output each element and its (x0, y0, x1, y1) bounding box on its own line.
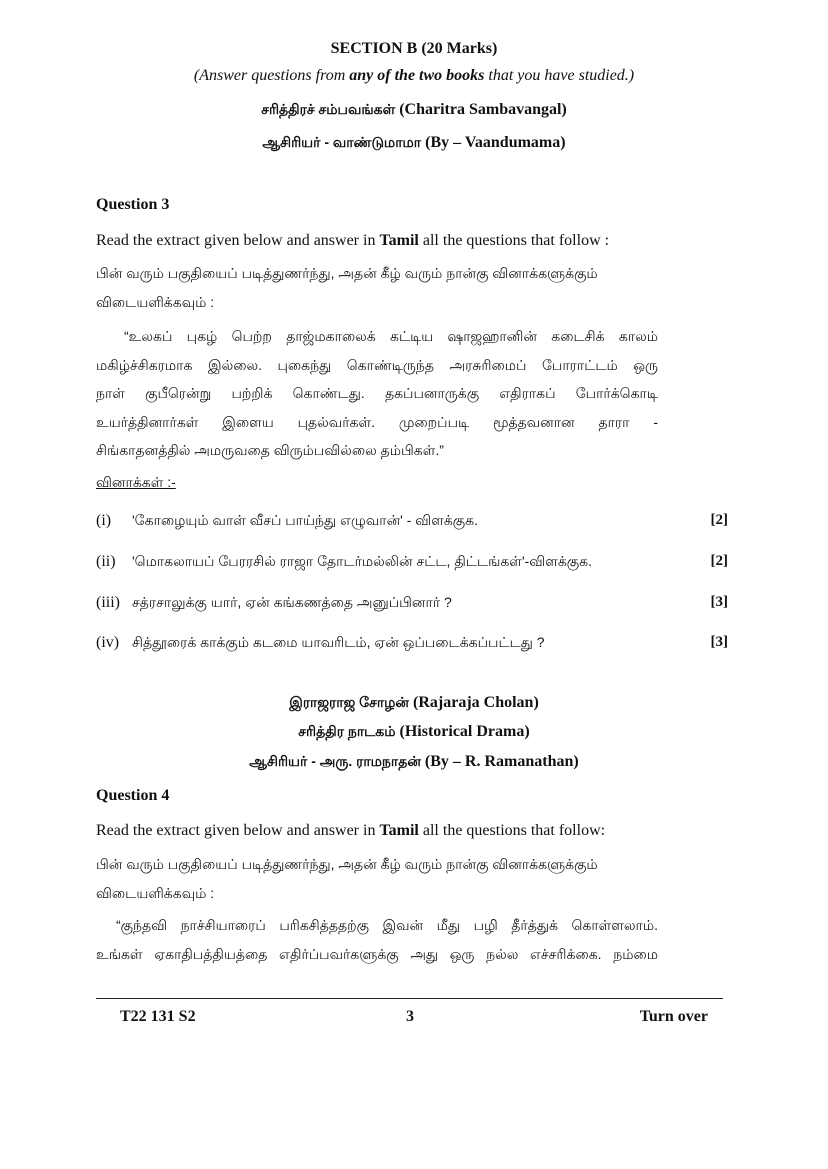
page-number: 3 (406, 1008, 414, 1025)
questions-label: வினாக்கள் :- (96, 474, 176, 490)
book1-author: ஆசிரியர் - வாண்டுமாமா (By – Vaandumama) (262, 134, 566, 151)
question3-instruction-tamil-1: பின் வரும் பகுதியைப் படித்துணர்ந்து, அதன் கீழ் வரும் நான்கு வினாக்களுக்கும் (96, 265, 598, 281)
extract-line: “உலகப் புகழ் பெற்ற தாஜ்மகாலைக் கட்டிய ஷாஜஹானின் கடைசிக் காலம் (124, 328, 658, 344)
question3-instruction-tamil-2: விடையளிக்கவும் : (96, 294, 215, 310)
section-instruction: (Answer questions from any of the two books that you have studied.) (193, 67, 635, 84)
extract-line: சிங்காதனத்தில் அமருவதை விரும்பவில்லை தம்பிகள்.” (96, 442, 444, 458)
question4-instruction: Read the extract given below and answer in Tamil all the questions that follow: (96, 822, 606, 839)
question3-extract (96, 322, 658, 465)
question-item: (iii) சத்ரசாலுக்கு யார், ஏன் கங்கணத்தை அனுப்பினார் ? [3] (96, 594, 728, 611)
section-title: SECTION B (20 Marks) (330, 40, 498, 57)
book1-title: சரித்திரச் சம்பவங்கள் (Charitra Sambavangal) (261, 101, 567, 118)
question-item: (iv) சித்தூரைக் காக்கும் கடமை யாவரிடம், ஏன் ஒப்படைக்கப்பட்டது ? [3] (96, 634, 728, 651)
book2-genre: சரித்திர நாடகம் (Historical Drama) (298, 723, 530, 740)
question4-instruction-tamil-2: விடையளிக்கவும் : (96, 885, 215, 901)
extract-line: உங்கள் ஏகாதிபத்தியத்தை எதிர்ப்பவர்களுக்கு அது ஒரு நல்ல எச்சரிக்கை. நம்மை (96, 945, 658, 962)
question-item: (ii) 'மொகலாயப் பேரரசில் ராஜா தோடர்மல்லின் சட்ட, திட்டங்கள்'-விளக்குக. [2] (96, 553, 728, 570)
question3-heading: Question 3 (96, 196, 170, 213)
question-item: (i) 'கோழையும் வாள் வீசப் பாய்ந்து எழுவான்' - விளக்குக. [2] (96, 512, 728, 529)
book2-author: ஆசிரியர் - அரு. ராமநாதன் (By – R. Ramanathan) (249, 753, 579, 770)
question4-heading: Question 4 (96, 787, 170, 804)
extract-line: மகிழ்ச்சிகரமாக இல்லை. புகைந்து கொண்டிருந்த அரசுரிமைப் போராட்டம் ஒரு (96, 356, 658, 373)
question3-instruction: Read the extract given below and answer in Tamil all the questions that follow : (96, 232, 610, 249)
turn-over: Turn over (639, 1008, 708, 1025)
paper-code: T22 131 S2 (120, 1008, 196, 1025)
question4-instruction-tamil-1: பின் வரும் பகுதியைப் படித்துணர்ந்து, அதன் கீழ் வரும் நான்கு வினாக்களுக்கும் (96, 856, 598, 872)
question4-extract (96, 911, 658, 968)
extract-line: உயர்த்தினார்கள் இளைய புதல்வர்கள். முறைப்படி மூத்தவனான தாரா - (96, 413, 658, 430)
extract-line: நாள் குபீரென்று பற்றிக் கொண்டது. தகப்பனாருக்கு எதிராகப் போர்க்கொடி (96, 385, 658, 401)
book2-title: இராஜராஜ சோழன் (Rajaraja Cholan) (289, 694, 539, 711)
footer-divider (96, 998, 723, 999)
extract-line: “குந்தவி நாச்சியாரைப் பரிகசித்ததற்கு இவன் மீது பழி தீர்த்துக் கொள்ளலாம். (116, 917, 658, 933)
